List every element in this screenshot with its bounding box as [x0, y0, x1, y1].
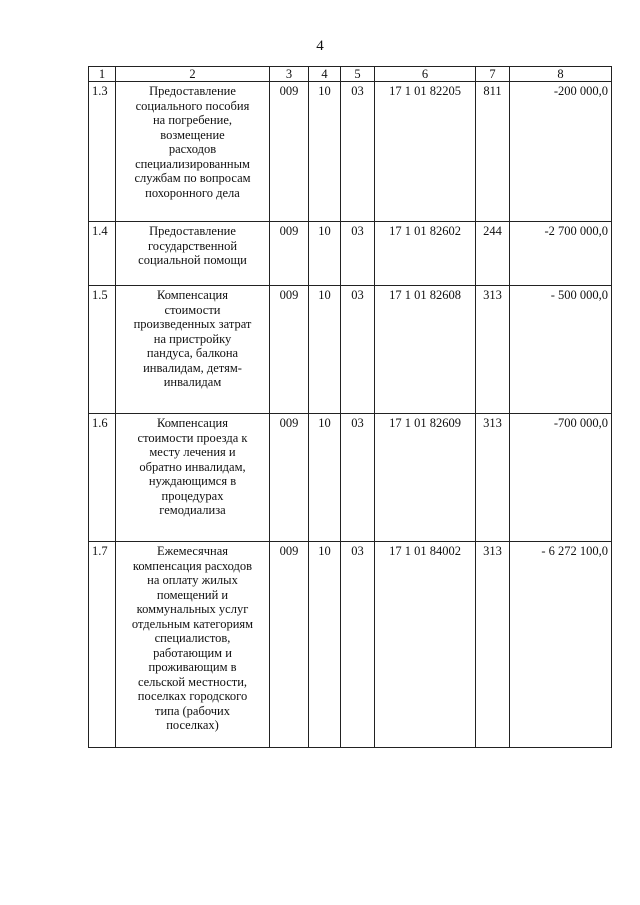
- description-line: проживающим в: [148, 660, 237, 674]
- amount: - 6 272 100,0: [510, 542, 612, 748]
- expense-type-code: 244: [476, 222, 510, 286]
- item-description: [116, 414, 270, 542]
- description-line: на оплату жилых: [147, 573, 238, 587]
- section-code: 10: [309, 286, 341, 414]
- description-line: социального пособия: [135, 98, 250, 113]
- description-line: расходов: [168, 142, 217, 156]
- description-line: Ежемесячная: [157, 544, 228, 558]
- description-line: произведенных затрат: [133, 317, 252, 331]
- description-line: нуждающимся в: [148, 474, 237, 488]
- row-number: 1.3: [89, 82, 116, 222]
- column-header-6: 6: [375, 67, 476, 82]
- description-line: типа (рабочих: [155, 703, 230, 718]
- expense-type-code: 811: [476, 82, 510, 222]
- row-number: 1.6: [89, 414, 116, 542]
- table-row: [89, 222, 612, 286]
- table-row: [89, 542, 612, 748]
- description-line: инвалидам, детям-: [143, 360, 242, 375]
- column-header-1: 1: [89, 67, 116, 82]
- admin-code: 009: [270, 414, 309, 542]
- description-line: работающим и: [153, 645, 232, 660]
- description-line: процедурах: [161, 488, 224, 503]
- item-description: [116, 286, 270, 414]
- target-article-code: 17 1 01 82205: [375, 82, 476, 222]
- description-line: на пристройку: [153, 331, 232, 346]
- description-line: поселках городского: [137, 689, 248, 703]
- description-line: коммунальных услуг: [136, 602, 249, 616]
- description-line: помещений и: [156, 587, 229, 602]
- header-row: [89, 67, 612, 82]
- amount: -700 000,0: [510, 414, 612, 542]
- column-header-5: 5: [341, 67, 375, 82]
- table-row: [89, 286, 612, 414]
- column-header-3: 3: [270, 67, 309, 82]
- section-code: 10: [309, 222, 341, 286]
- description-line: похоронного дела: [145, 185, 240, 200]
- column-header-7: 7: [476, 67, 510, 82]
- description-line: Предоставление: [149, 84, 236, 98]
- column-header-2: 2: [116, 67, 270, 82]
- section-code: 10: [309, 542, 341, 748]
- section-code: 10: [309, 414, 341, 542]
- subsection-code: 03: [341, 542, 375, 748]
- table-row: [89, 414, 612, 542]
- description-line: месту лечения и: [149, 445, 236, 459]
- admin-code: 009: [270, 222, 309, 286]
- target-article-code: 17 1 01 82602: [375, 222, 476, 286]
- item-description: [116, 82, 270, 222]
- description-line: поселках): [166, 718, 219, 732]
- target-article-code: 17 1 01 84002: [375, 542, 476, 748]
- row-number: 1.4: [89, 222, 116, 286]
- row-number: 1.5: [89, 286, 116, 414]
- subsection-code: 03: [341, 222, 375, 286]
- description-line: специалистов,: [154, 631, 231, 645]
- description-line: обратно инвалидам,: [139, 459, 246, 474]
- table-row: [89, 82, 612, 222]
- admin-code: 009: [270, 286, 309, 414]
- expense-type-code: 313: [476, 414, 510, 542]
- description-line: Компенсация: [157, 416, 228, 430]
- description-line: отдельным категориям: [131, 616, 254, 631]
- amount: - 500 000,0: [510, 286, 612, 414]
- item-description: [116, 542, 270, 748]
- description-line: сельской местности,: [137, 674, 248, 689]
- subsection-code: 03: [341, 82, 375, 222]
- column-header-8: 8: [510, 67, 612, 82]
- description-line: Предоставление: [149, 224, 236, 238]
- description-line: компенсация расходов: [132, 558, 253, 573]
- expense-type-code: 313: [476, 542, 510, 748]
- description-line: гемодиализа: [159, 503, 226, 517]
- admin-code: 009: [270, 82, 309, 222]
- section-code: 10: [309, 82, 341, 222]
- target-article-code: 17 1 01 82609: [375, 414, 476, 542]
- budget-table: [88, 66, 612, 748]
- description-line: службам по вопросам: [134, 171, 251, 185]
- admin-code: 009: [270, 542, 309, 748]
- description-line: инвалидам: [163, 375, 222, 389]
- subsection-code: 03: [341, 414, 375, 542]
- page-number: 4: [316, 38, 324, 54]
- description-line: стоимости: [164, 302, 221, 317]
- item-description: [116, 222, 270, 286]
- target-article-code: 17 1 01 82608: [375, 286, 476, 414]
- column-header-4: 4: [309, 67, 341, 82]
- expense-type-code: 313: [476, 286, 510, 414]
- description-line: возмещение: [160, 127, 225, 142]
- description-line: Компенсация: [157, 288, 228, 302]
- description-line: социальной помощи: [138, 253, 247, 267]
- description-line: государственной: [147, 238, 238, 253]
- amount: -200 000,0: [510, 82, 612, 222]
- description-line: специализированным: [135, 156, 250, 171]
- description-line: стоимости проезда к: [137, 430, 248, 445]
- description-line: на погребение,: [152, 113, 233, 127]
- row-number: 1.7: [89, 542, 116, 748]
- amount: -2 700 000,0: [510, 222, 612, 286]
- subsection-code: 03: [341, 286, 375, 414]
- description-line: пандуса, балкона: [146, 346, 239, 360]
